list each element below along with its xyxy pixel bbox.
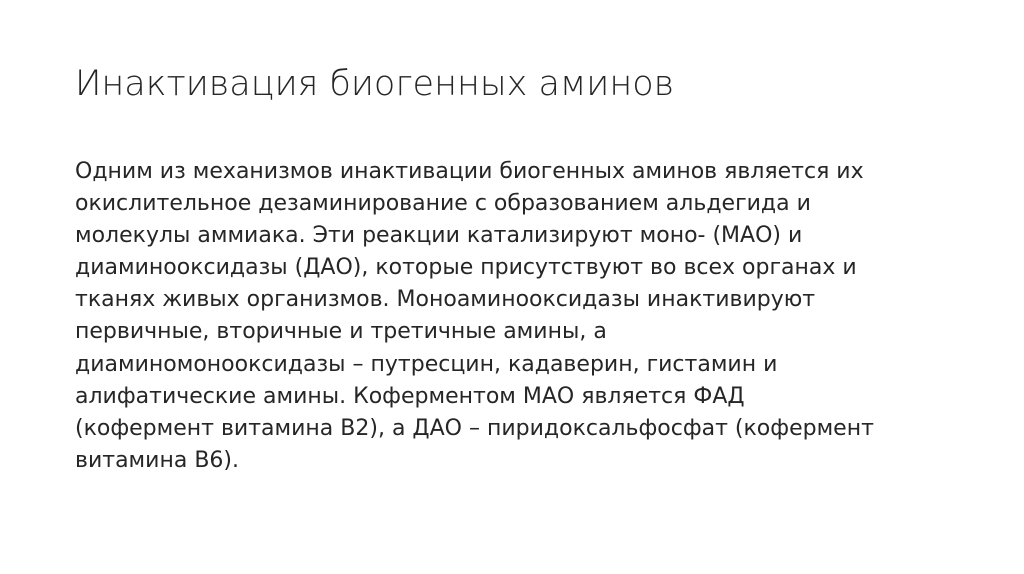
body-line-1: Одним из механизмов инактивации биогенных аминов является их	[75, 159, 864, 184]
body-line-7: диаминомонооксидазы – путресцин, кадаверин, гистамин и	[75, 351, 778, 377]
slide-title: Инактивация биогенных аминов	[75, 64, 675, 104]
body-line-4: диаминооксидазы (ДАО), которые присутствуют во всех органах и	[75, 255, 857, 281]
body-line-10: витамина В6).	[75, 447, 239, 473]
body-line-2: окислительное дезаминирование с образованием альдегида и	[75, 191, 811, 217]
body-line-9: (кофермент витамина В2), а ДАО – пиридоксальфосфат (кофермент	[75, 415, 874, 441]
body-line-3: молекулы аммиака. Эти реакции катализируют моно- (МАО) и	[75, 223, 803, 249]
body-line-8: алифатические амины. Коферментом МАО является ФАД	[75, 383, 745, 409]
slide-body	[75, 156, 955, 477]
body-line-5: тканях живых организмов. Моноаминооксидазы инактивируют	[75, 287, 816, 313]
body-line-6: первичные, вторичные и третичные амины, а	[75, 319, 607, 345]
